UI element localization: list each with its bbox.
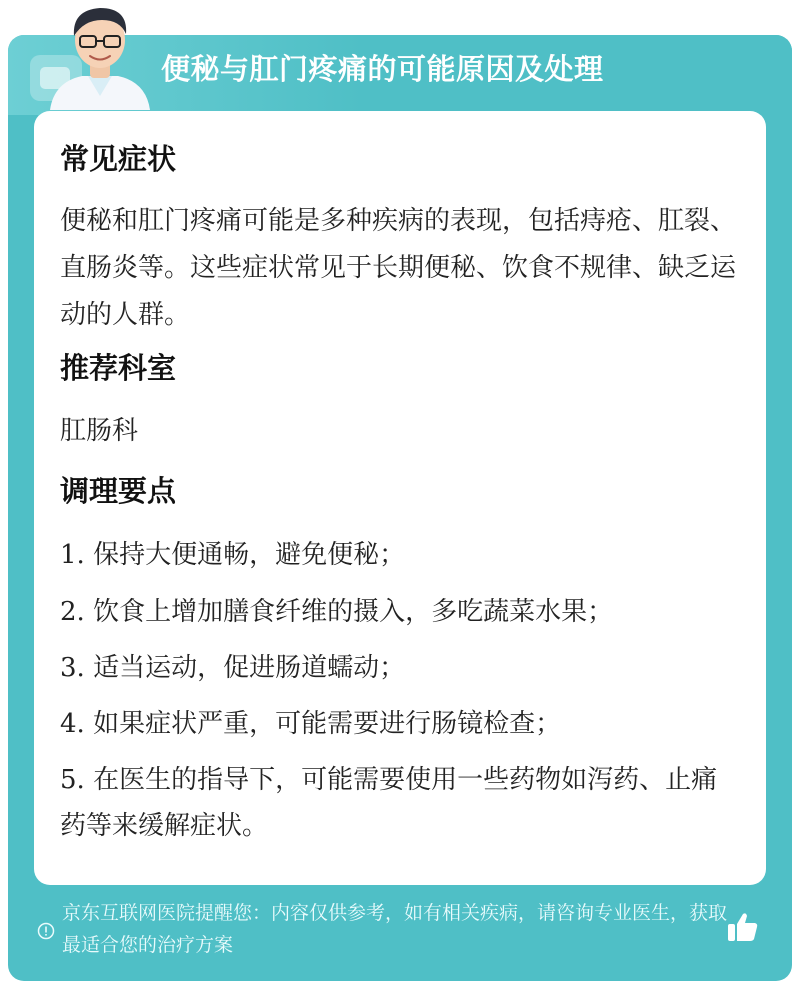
page-title: 便秘与肛门疼痛的可能原因及处理 bbox=[161, 52, 604, 86]
list-item: 5. 在医生的指导下，可能需要使用一些药物如泻药、止痛药等来缓解症状。 bbox=[60, 765, 718, 841]
section-title-department: 推荐科室 bbox=[60, 351, 177, 385]
section-title-symptoms: 常见症状 bbox=[60, 142, 177, 176]
thumbs-up-icon[interactable] bbox=[726, 910, 760, 944]
symptoms-text: 便秘和肛门疼痛可能是多种疾病的表现，包括痔疮、肛裂、直肠炎等。这些症状常见于长期便秘、饮食不规律、缺乏运动的人群。 bbox=[60, 206, 737, 330]
doctor-avatar-icon bbox=[40, 0, 160, 110]
list-item: 4. 如果症状严重，可能需要进行肠镜检查； bbox=[60, 709, 562, 739]
list-item: 1. 保持大便通畅，避免便秘； bbox=[60, 540, 406, 570]
content-card bbox=[34, 111, 766, 885]
section-title-care: 调理要点 bbox=[60, 474, 177, 508]
list-item: 3. 适当运动，促进肠道蠕动； bbox=[60, 653, 406, 683]
department-text: 肛肠科 bbox=[60, 416, 139, 446]
info-icon bbox=[37, 922, 55, 940]
list-item: 2. 饮食上增加膳食纤维的摄入，多吃蔬菜水果； bbox=[60, 597, 614, 627]
disclaimer-text: 京东互联网医院提醒您：内容仅供参考，如有相关疾病，请咨询专业医生，获取最适合您的治疗方案 bbox=[62, 902, 728, 956]
